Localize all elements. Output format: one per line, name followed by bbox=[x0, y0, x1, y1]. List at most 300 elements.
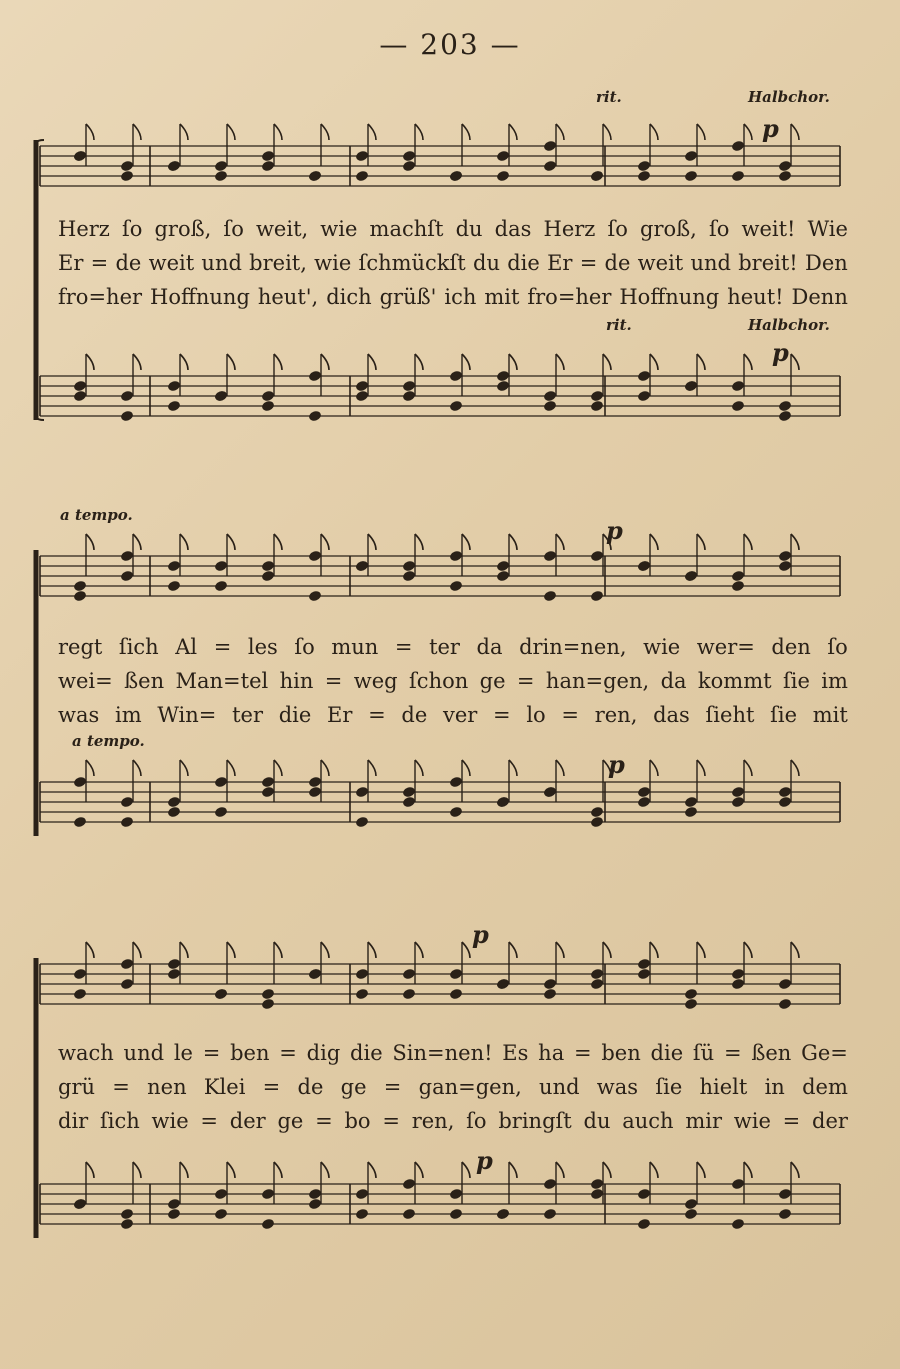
notehead bbox=[214, 988, 228, 1001]
lyric-syllable: Wie bbox=[807, 217, 848, 241]
notehead bbox=[120, 958, 134, 971]
lyric-syllable: kommt bbox=[697, 669, 772, 693]
notehead bbox=[449, 968, 463, 981]
note-flag bbox=[650, 942, 658, 958]
notehead bbox=[590, 806, 604, 819]
lyric-syllable: der bbox=[812, 1109, 848, 1133]
notehead bbox=[261, 988, 275, 1001]
notehead bbox=[778, 550, 792, 563]
lyric-syllable: bringſt bbox=[498, 1109, 572, 1133]
notehead bbox=[778, 160, 792, 173]
notehead bbox=[167, 806, 181, 819]
notehead bbox=[684, 570, 698, 583]
lyric-syllable: und bbox=[539, 1075, 580, 1099]
notehead bbox=[778, 170, 792, 183]
notehead bbox=[402, 786, 416, 799]
lyric-syllable: weit, bbox=[255, 217, 309, 241]
lyric-syllable: Er bbox=[547, 251, 573, 275]
lyric-line bbox=[58, 280, 848, 314]
note-flag bbox=[86, 534, 94, 550]
notehead bbox=[590, 400, 604, 413]
notehead bbox=[120, 796, 134, 809]
notehead bbox=[543, 160, 557, 173]
note-flag bbox=[697, 942, 705, 958]
notehead bbox=[543, 988, 557, 1001]
lyric-line bbox=[58, 630, 848, 664]
lyric-syllable: gan=gen, bbox=[418, 1075, 522, 1099]
lyric-syllable: ich bbox=[444, 285, 477, 309]
notehead bbox=[778, 786, 792, 799]
note-flag bbox=[650, 354, 658, 370]
lyric-syllable: = bbox=[516, 669, 535, 693]
notehead bbox=[543, 978, 557, 991]
lyric-syllable: ſo bbox=[708, 217, 730, 241]
lyric-syllable: mit bbox=[484, 285, 520, 309]
lyric-syllable: du bbox=[455, 217, 483, 241]
note-flag bbox=[791, 942, 799, 958]
notehead bbox=[449, 776, 463, 789]
note-flag bbox=[321, 942, 329, 958]
lyric-syllable: im bbox=[114, 703, 142, 727]
lyric-syllable: fro=her bbox=[527, 285, 612, 309]
notehead bbox=[496, 978, 510, 991]
notehead bbox=[167, 380, 181, 393]
notehead bbox=[449, 370, 463, 383]
notehead bbox=[308, 1188, 322, 1201]
lyric-syllable: Sin=nen! bbox=[392, 1041, 493, 1065]
notehead bbox=[684, 150, 698, 163]
notehead bbox=[590, 590, 604, 603]
note-flag bbox=[650, 124, 658, 140]
lyric-syllable: weit bbox=[148, 251, 195, 275]
lyric-syllable: ſo bbox=[294, 635, 315, 659]
staff-upper bbox=[30, 550, 850, 610]
lyric-syllable: ben bbox=[230, 1041, 270, 1065]
notehead bbox=[778, 1208, 792, 1221]
lyric-line bbox=[58, 1104, 848, 1138]
notehead bbox=[731, 796, 745, 809]
lyric-syllable: wie bbox=[151, 1109, 189, 1133]
note-flag bbox=[415, 942, 423, 958]
lyric-syllable: = bbox=[561, 703, 579, 727]
lyric-syllable: bo bbox=[344, 1109, 371, 1133]
lyric-syllable: nen bbox=[147, 1075, 187, 1099]
notehead bbox=[731, 570, 745, 583]
note-flag bbox=[462, 942, 470, 958]
notehead bbox=[402, 570, 416, 583]
staff-lower bbox=[30, 776, 850, 836]
notehead bbox=[167, 400, 181, 413]
note-flag bbox=[650, 760, 658, 776]
note-flag bbox=[509, 534, 517, 550]
notehead bbox=[73, 580, 87, 593]
lyric-syllable: Es bbox=[502, 1041, 529, 1065]
lyric-syllable: weit bbox=[637, 251, 684, 275]
lyric-syllable: mit bbox=[812, 703, 848, 727]
note-flag bbox=[603, 942, 611, 958]
rit-marking: rit. bbox=[606, 316, 632, 334]
lyric-syllable: = bbox=[368, 703, 386, 727]
notehead bbox=[449, 580, 463, 593]
notehead bbox=[637, 560, 651, 573]
notehead bbox=[496, 796, 510, 809]
note-flag bbox=[227, 534, 235, 550]
note-flag bbox=[791, 354, 799, 370]
notehead bbox=[637, 968, 651, 981]
notehead bbox=[308, 410, 322, 423]
notehead bbox=[684, 998, 698, 1011]
halbchor-marking: Halbchor. bbox=[748, 316, 830, 334]
note-flag bbox=[415, 1162, 423, 1178]
notehead bbox=[684, 170, 698, 183]
note-flag bbox=[744, 124, 752, 140]
notehead bbox=[402, 390, 416, 403]
lyric-syllable: Herz bbox=[58, 217, 110, 241]
notehead bbox=[496, 1208, 510, 1221]
notehead bbox=[590, 816, 604, 829]
note-flag bbox=[227, 760, 235, 776]
notehead bbox=[402, 380, 416, 393]
notehead bbox=[778, 978, 792, 991]
note-flag bbox=[180, 942, 188, 958]
notehead bbox=[120, 160, 134, 173]
note-flag bbox=[791, 760, 799, 776]
lyric-syllable: Denn bbox=[791, 285, 848, 309]
notehead bbox=[449, 1208, 463, 1221]
a-tempo-marking: a tempo. bbox=[72, 732, 145, 750]
lyric-syllable: ren, bbox=[411, 1109, 455, 1133]
lyric-syllable: = bbox=[213, 635, 232, 659]
lyric-syllable: breit, bbox=[249, 251, 307, 275]
lyric-syllable: und bbox=[123, 1041, 165, 1065]
notehead bbox=[261, 400, 275, 413]
notehead bbox=[402, 968, 416, 981]
notehead bbox=[496, 170, 510, 183]
lyric-syllable: ſich bbox=[118, 635, 159, 659]
dynamic-piano: p bbox=[762, 114, 779, 143]
lyric-syllable: de bbox=[297, 1075, 324, 1099]
lyrics-block bbox=[58, 1036, 848, 1138]
staff-upper bbox=[30, 140, 850, 200]
lyric-syllable: wach bbox=[58, 1041, 114, 1065]
lyric-syllable: ſich bbox=[99, 1109, 140, 1133]
lyric-syllable: dir bbox=[58, 1109, 89, 1133]
note-flag bbox=[462, 354, 470, 370]
notehead bbox=[308, 170, 322, 183]
dynamic-piano: p bbox=[608, 750, 625, 779]
notehead bbox=[590, 978, 604, 991]
note-flag bbox=[556, 124, 564, 140]
lyric-syllable: = bbox=[315, 1109, 333, 1133]
note-flag bbox=[133, 760, 141, 776]
notehead bbox=[684, 1208, 698, 1221]
note-flag bbox=[556, 1162, 564, 1178]
lyric-syllable: wer= bbox=[696, 635, 755, 659]
notehead bbox=[778, 1188, 792, 1201]
note-flag bbox=[650, 534, 658, 550]
notehead bbox=[402, 160, 416, 173]
notehead bbox=[778, 410, 792, 423]
note-flag bbox=[227, 354, 235, 370]
note-flag bbox=[556, 760, 564, 776]
notehead bbox=[731, 978, 745, 991]
lyric-syllable: die bbox=[650, 1041, 684, 1065]
note-flag bbox=[274, 760, 282, 776]
note-flag bbox=[368, 124, 376, 140]
notehead bbox=[73, 1198, 87, 1211]
lyric-syllable: ſü bbox=[692, 1041, 715, 1065]
note-flag bbox=[791, 124, 799, 140]
note-flag bbox=[180, 1162, 188, 1178]
notehead bbox=[731, 580, 745, 593]
notehead bbox=[590, 550, 604, 563]
lyric-line bbox=[58, 1070, 848, 1104]
lyric-syllable: ſie bbox=[770, 703, 798, 727]
lyric-syllable: le bbox=[173, 1041, 193, 1065]
note-flag bbox=[556, 354, 564, 370]
note-flag bbox=[415, 760, 423, 776]
lyric-syllable: grü bbox=[58, 1075, 96, 1099]
lyric-syllable: de bbox=[604, 251, 631, 275]
notehead bbox=[543, 1208, 557, 1221]
lyric-syllable: = bbox=[324, 669, 343, 693]
lyric-syllable: auch bbox=[622, 1109, 674, 1133]
notehead bbox=[402, 796, 416, 809]
lyric-syllable: grüß' bbox=[379, 285, 437, 309]
notehead bbox=[637, 160, 651, 173]
note-flag bbox=[321, 124, 329, 140]
note-flag bbox=[556, 534, 564, 550]
system-2 bbox=[30, 500, 850, 840]
notehead bbox=[73, 380, 87, 393]
note-flag bbox=[86, 124, 94, 140]
notehead bbox=[731, 1218, 745, 1231]
notehead bbox=[308, 776, 322, 789]
notehead bbox=[449, 400, 463, 413]
note-flag bbox=[791, 1162, 799, 1178]
notehead bbox=[637, 390, 651, 403]
a-tempo-marking: a tempo. bbox=[60, 506, 133, 524]
notehead bbox=[355, 1188, 369, 1201]
note-flag bbox=[133, 124, 141, 140]
dynamic-piano: p bbox=[476, 1146, 493, 1175]
notehead bbox=[684, 988, 698, 1001]
lyric-syllable: de bbox=[115, 251, 142, 275]
note-flag bbox=[509, 760, 517, 776]
note-flag bbox=[509, 124, 517, 140]
lyric-syllable: im bbox=[821, 669, 848, 693]
notehead bbox=[355, 380, 369, 393]
note-flag bbox=[133, 942, 141, 958]
lyric-line bbox=[58, 664, 848, 698]
notehead bbox=[637, 958, 651, 971]
notehead bbox=[684, 806, 698, 819]
halbchor-marking: Halbchor. bbox=[748, 88, 830, 106]
lyric-syllable: der bbox=[229, 1109, 266, 1133]
lyric-syllable: ſo bbox=[223, 217, 244, 241]
notehead bbox=[261, 1188, 275, 1201]
note-flag bbox=[86, 354, 94, 370]
note-flag bbox=[556, 942, 564, 958]
notehead bbox=[167, 796, 181, 809]
note-flag bbox=[603, 124, 611, 140]
notehead bbox=[308, 550, 322, 563]
note-flag bbox=[603, 354, 611, 370]
note-flag bbox=[697, 124, 705, 140]
lyric-syllable: de bbox=[401, 703, 428, 727]
lyric-syllable: den bbox=[771, 635, 811, 659]
lyric-syllable: lo bbox=[526, 703, 546, 727]
lyric-syllable: wie bbox=[320, 217, 358, 241]
notehead bbox=[73, 816, 87, 829]
notehead bbox=[355, 786, 369, 799]
notehead bbox=[778, 400, 792, 413]
notehead bbox=[308, 786, 322, 799]
note-flag bbox=[180, 124, 188, 140]
lyric-syllable: ſo bbox=[121, 217, 143, 241]
notehead bbox=[214, 160, 228, 173]
system-3 bbox=[30, 912, 850, 1252]
notehead bbox=[637, 1188, 651, 1201]
notehead bbox=[637, 370, 651, 383]
notehead bbox=[590, 1178, 604, 1191]
note-flag bbox=[415, 534, 423, 550]
lyric-syllable: ge bbox=[479, 669, 506, 693]
lyric-syllable: Al bbox=[175, 635, 198, 659]
notehead bbox=[167, 580, 181, 593]
note-flag bbox=[509, 354, 517, 370]
notehead bbox=[355, 170, 369, 183]
notehead bbox=[73, 968, 87, 981]
lyric-syllable: das bbox=[494, 217, 532, 241]
notehead bbox=[543, 140, 557, 153]
note-flag bbox=[415, 124, 423, 140]
notehead bbox=[308, 968, 322, 981]
notehead bbox=[214, 170, 228, 183]
lyric-syllable: = bbox=[723, 1041, 742, 1065]
note-flag bbox=[415, 354, 423, 370]
lyric-syllable: ſieht bbox=[705, 703, 755, 727]
notehead bbox=[261, 560, 275, 573]
notehead bbox=[167, 560, 181, 573]
lyric-syllable: weit! bbox=[741, 217, 796, 241]
lyric-syllable: heut! bbox=[727, 285, 784, 309]
lyric-syllable: regt bbox=[58, 635, 103, 659]
system-brace bbox=[30, 80, 44, 420]
notehead bbox=[778, 560, 792, 573]
lyric-syllable: Man=tel bbox=[175, 669, 269, 693]
notehead bbox=[496, 570, 510, 583]
notehead bbox=[261, 150, 275, 163]
lyric-syllable: die bbox=[507, 251, 540, 275]
note-flag bbox=[321, 534, 329, 550]
note-flag bbox=[697, 534, 705, 550]
lyric-syllable: Hoffnung bbox=[150, 285, 250, 309]
lyric-syllable: ſchmückſt bbox=[358, 251, 466, 275]
staff-lower bbox=[30, 1178, 850, 1238]
notehead bbox=[684, 1198, 698, 1211]
note-flag bbox=[86, 760, 94, 776]
notehead bbox=[449, 806, 463, 819]
note-flag bbox=[603, 1162, 611, 1178]
notehead bbox=[120, 1218, 134, 1231]
notehead bbox=[73, 590, 87, 603]
notehead bbox=[167, 160, 181, 173]
notehead bbox=[73, 390, 87, 403]
lyric-syllable: die bbox=[278, 703, 312, 727]
lyric-syllable: mir bbox=[685, 1109, 723, 1133]
notehead bbox=[308, 1198, 322, 1211]
note-flag bbox=[462, 760, 470, 776]
note-flag bbox=[509, 1162, 517, 1178]
note-flag bbox=[744, 760, 752, 776]
note-flag bbox=[697, 354, 705, 370]
lyric-syllable: = bbox=[382, 1109, 400, 1133]
note-flag bbox=[368, 354, 376, 370]
notehead bbox=[167, 968, 181, 981]
note-flag bbox=[462, 534, 470, 550]
notehead bbox=[214, 806, 228, 819]
lyric-syllable: wie bbox=[643, 635, 681, 659]
note-flag bbox=[650, 1162, 658, 1178]
notehead bbox=[543, 590, 557, 603]
notehead bbox=[590, 390, 604, 403]
notehead bbox=[637, 796, 651, 809]
lyric-syllable: Hoffnung bbox=[619, 285, 720, 309]
notehead bbox=[496, 380, 510, 393]
lyric-syllable: wei= bbox=[58, 669, 113, 693]
note-flag bbox=[227, 124, 235, 140]
rit-marking: rit. bbox=[596, 88, 622, 106]
page-number: — 203 — bbox=[379, 28, 521, 61]
lyric-syllable: ren, bbox=[594, 703, 638, 727]
lyric-syllable: ge bbox=[277, 1109, 304, 1133]
notehead bbox=[355, 390, 369, 403]
system-brace bbox=[30, 912, 44, 1252]
notehead bbox=[261, 570, 275, 583]
lyric-syllable: ſie bbox=[655, 1075, 683, 1099]
lyric-syllable: fro=her bbox=[58, 285, 143, 309]
notehead bbox=[214, 560, 228, 573]
notehead bbox=[731, 170, 745, 183]
lyric-syllable: heut', bbox=[257, 285, 319, 309]
note-flag bbox=[274, 942, 282, 958]
notehead bbox=[73, 776, 87, 789]
notehead bbox=[355, 1208, 369, 1221]
notehead bbox=[214, 776, 228, 789]
lyric-syllable: = bbox=[383, 1075, 402, 1099]
lyric-syllable: Klei bbox=[203, 1075, 246, 1099]
notehead bbox=[402, 1178, 416, 1191]
lyric-syllable: was bbox=[58, 703, 100, 727]
lyric-syllable: ter bbox=[429, 635, 460, 659]
notehead bbox=[731, 1178, 745, 1191]
lyric-syllable: die bbox=[350, 1041, 383, 1065]
notehead bbox=[590, 968, 604, 981]
notehead bbox=[355, 150, 369, 163]
note-flag bbox=[180, 534, 188, 550]
system-1 bbox=[30, 80, 850, 420]
notehead bbox=[355, 560, 369, 573]
lyric-syllable: breit! bbox=[738, 251, 798, 275]
lyric-syllable: = bbox=[573, 1041, 592, 1065]
notehead bbox=[684, 796, 698, 809]
notehead bbox=[731, 140, 745, 153]
lyric-syllable: ha bbox=[538, 1041, 565, 1065]
lyric-syllable: ßen bbox=[751, 1041, 792, 1065]
notehead bbox=[637, 1218, 651, 1231]
notehead bbox=[402, 1208, 416, 1221]
